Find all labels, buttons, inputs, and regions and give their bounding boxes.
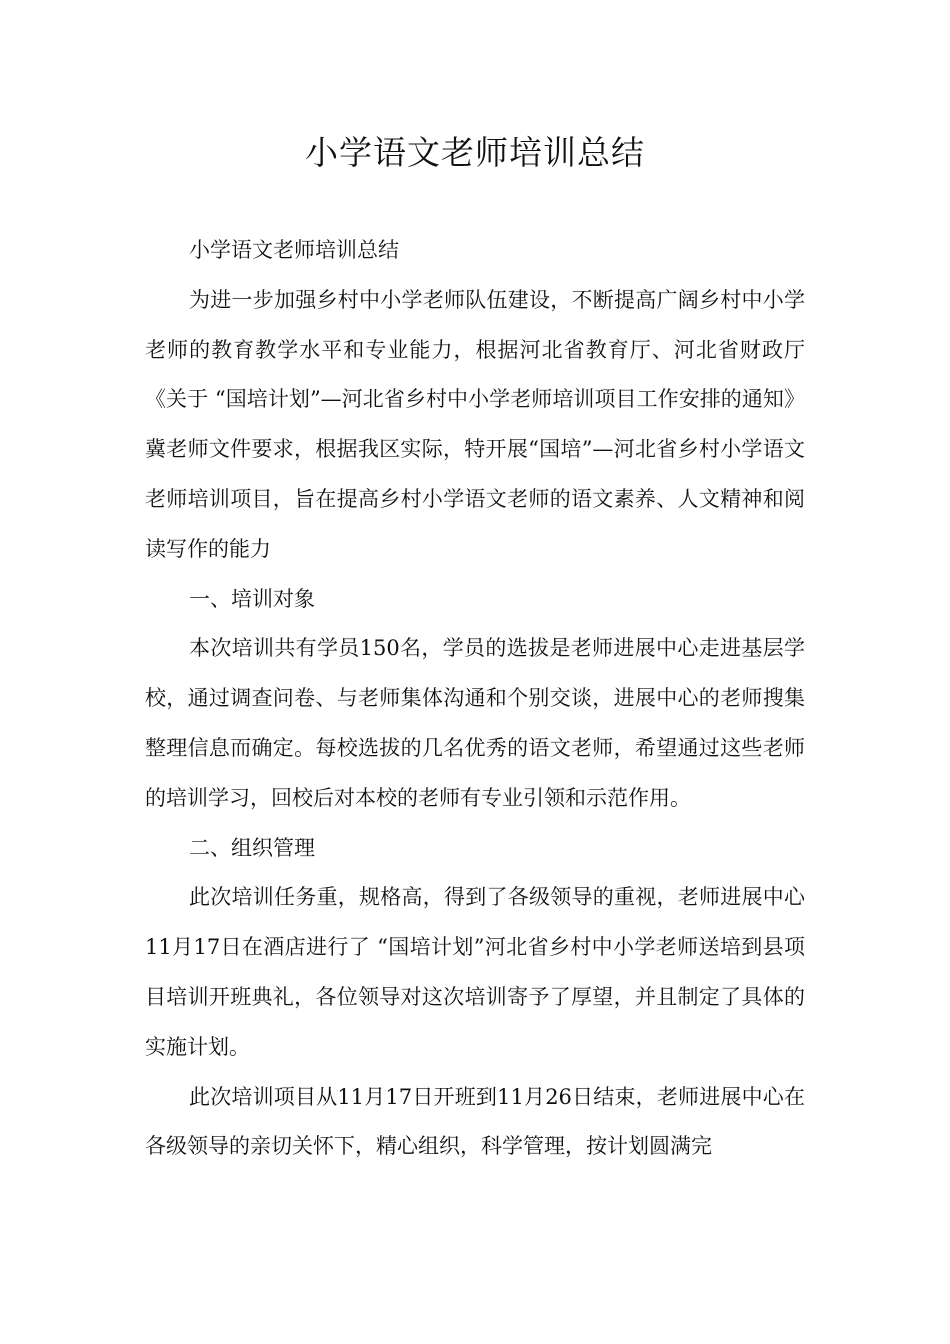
section-heading-training-targets: 一、培训对象 (189, 586, 315, 611)
subtitle-paragraph: 小学语文老师培训总结 (189, 238, 399, 262)
section-heading-organization: 二、组织管理 (189, 835, 315, 860)
organization-paragraph-2: 此次培训项目从11月17日开班到11月26日结束，老师进展中心在各级领导的亲切关怀下，精心组织，科学管理，按计划圆满完 (145, 1084, 805, 1159)
organization-paragraph-1: 此次培训任务重，规格高，得到了各级领导的重视，老师进展中心11月17日在酒店进行了 “国培计划”河北省乡村中小学老师送培到县项目培训开班典礼，各位领导对这次培训寄予了厚望，并且制定了具体的实施计划。 (145, 885, 805, 1059)
document-title: 小学语文老师培训总结 (305, 133, 645, 172)
document-body (145, 226, 805, 1172)
intro-paragraph: 为进一步加强乡村中小学老师队伍建设，不断提高广阔乡村中小学老师的教育教学水平和专业能力，根据河北省教育厅、河北省财政厅《关于 “国培计划”—河北省乡村中小学老师培训项目工作安排的通知》冀老师文件要求，根据我区实际，特开展“国培”—河北省乡村小学语文老师培训项目，旨在提高乡村小学语文老师的语文素养、人文精神和阅读写作的能力 (145, 287, 805, 561)
training-targets-paragraph: 本次培训共有学员150名，学员的选拔是老师进展中心走进基层学校，通过调查问卷、与老师集体沟通和个别交谈，进展中心的老师搜集整理信息而确定。每校选拔的几名优秀的语文老师，希望通过这些老师的培训学习，回校后对本校的老师有专业引领和示范作用。 (145, 636, 805, 810)
